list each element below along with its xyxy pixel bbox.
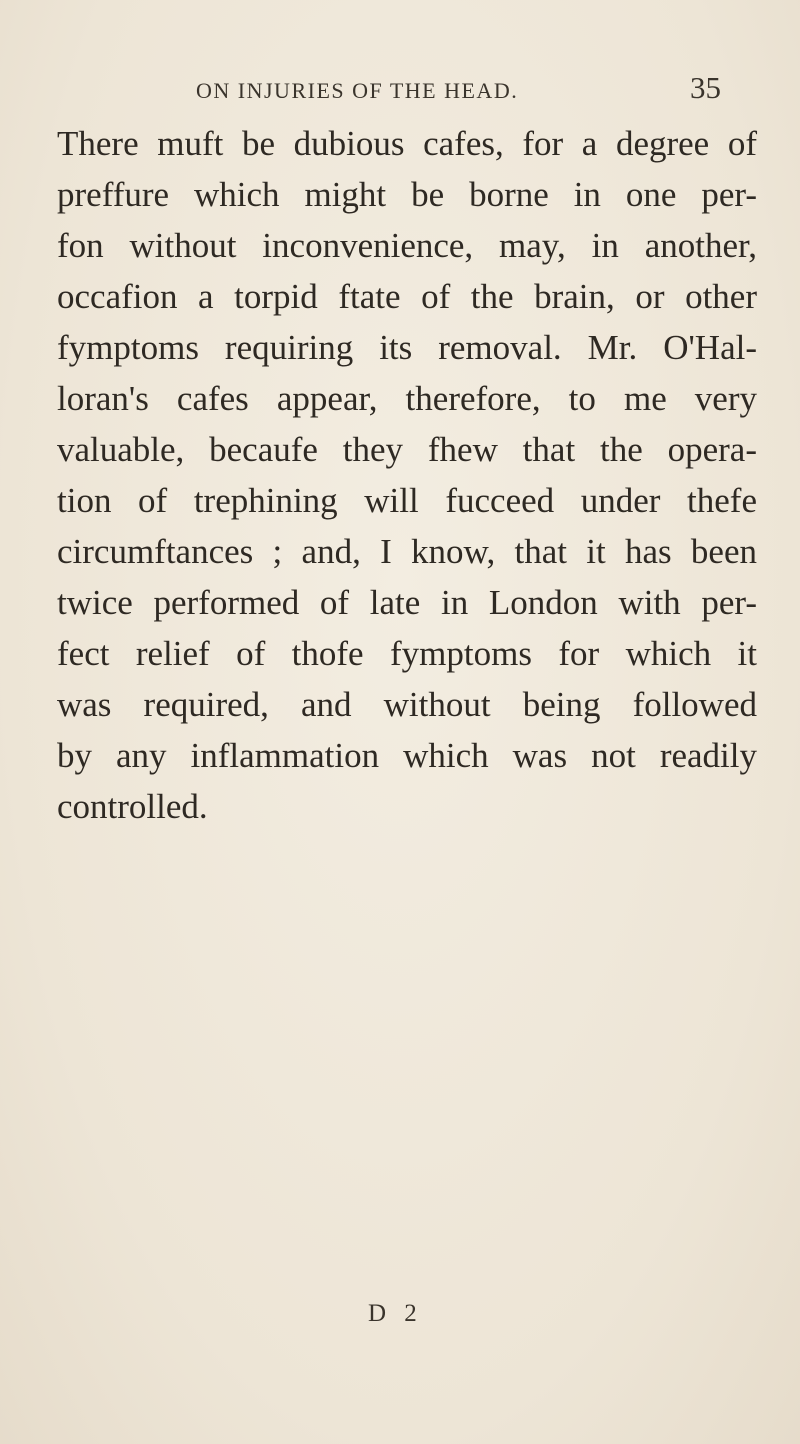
running-title: ON INJURIES OF THE HEAD. [196, 78, 519, 103]
text-line-12: was required, and without being followed [57, 685, 757, 724]
text-line-13: by any inflammation which was not readily [57, 736, 757, 775]
text-line-8: tion of trephining will fucceed under thefe [57, 481, 757, 520]
text-line-10: twice performed of late in London with per- [57, 583, 757, 622]
text-line-2: preffure which might be borne in one per- [57, 175, 757, 214]
text-line-7: valuable, becaufe they fhew that the opera- [57, 430, 757, 469]
text-line-4: occafion a torpid ftate of the brain, or other [57, 277, 757, 316]
text-line-9: circumftances ; and, I know, that it has been [57, 532, 757, 571]
text-line-11: fect relief of thofe fymptoms for which it [57, 634, 757, 673]
signature-mark: D 2 [368, 1300, 423, 1327]
text-line-3: fon without inconvenience, may, in another, [57, 226, 757, 265]
text-line-6: loran's cafes appear, therefore, to me very [57, 379, 757, 418]
page-number: 35 [690, 70, 721, 105]
body-paragraph [57, 118, 757, 832]
text-line-5: fymptoms requiring its removal. Mr. O'Hal- [57, 328, 757, 367]
text-line-14: controlled. [57, 787, 208, 826]
text-line-1: There muft be dubious cafes, for a degree of [57, 124, 757, 163]
